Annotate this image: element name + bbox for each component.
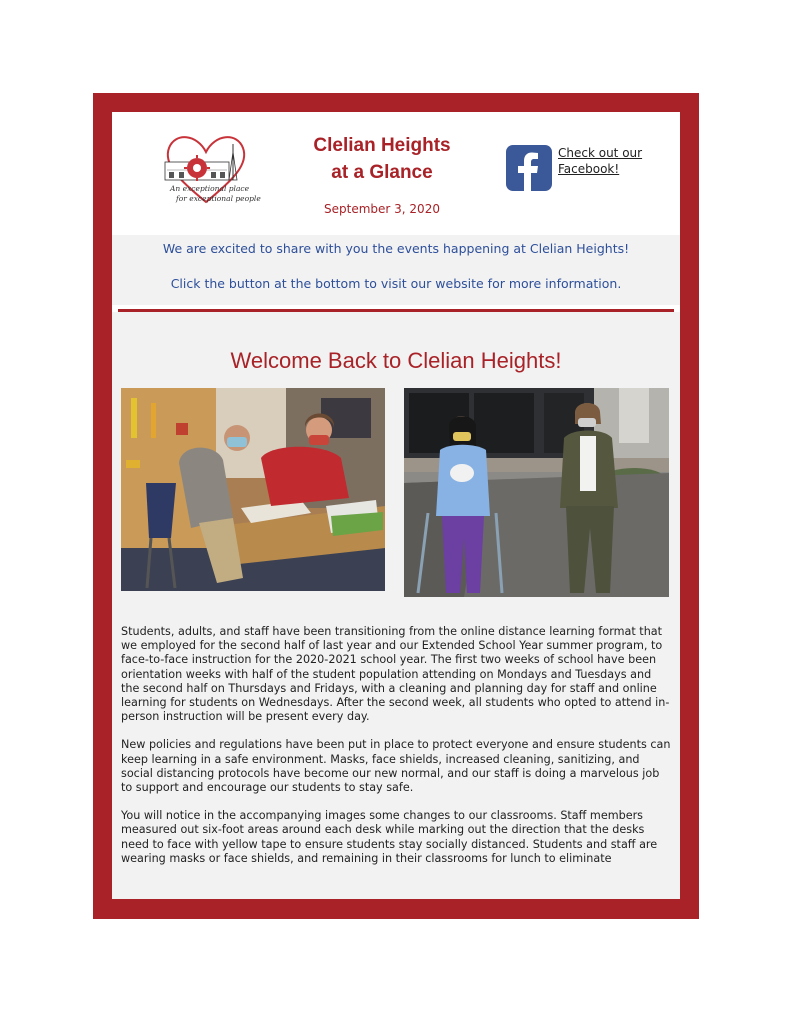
title-line-1: Clelian Heights: [313, 135, 451, 156]
intro-block: [112, 235, 680, 305]
newsletter-title: [297, 132, 467, 186]
welcome-heading: Welcome Back to Clelian Heights!: [230, 348, 562, 373]
newsletter-panel: [112, 112, 680, 899]
title-line-2: at a Glance: [331, 162, 433, 183]
logo-tagline: [170, 184, 280, 204]
facebook-icon[interactable]: [506, 145, 552, 191]
logo-tagline-line-1: An exceptional place: [170, 184, 250, 193]
facebook-link[interactable]: Check out our Facebook!: [558, 146, 643, 176]
outdoor-photo: [404, 388, 669, 597]
classroom-photo: [121, 388, 385, 591]
article-body: [112, 617, 680, 899]
article-paragraph: Students, adults, and staff have been transitioning from the online distance learning format that we employed for the second half of last year and our Extended School Year summer program, to face-to-face instruction for the 2020-2021 school year. The first two weeks of school have been orientation weeks with half of the student population attending on Mondays and Tuesdays and the second half on Thursdays and Fridays, with a cleaning and planning day for staff and online learning for students on Wednesdays. After the second week, all students who opted to attend in-person instruction will be present every day.: [121, 625, 670, 724]
logo-tagline-line-2: for exceptional people: [176, 194, 261, 203]
newsletter-header: [112, 112, 680, 235]
intro-line-1: We are excited to share with you the events happening at Clelian Heights!: [162, 241, 630, 256]
newsletter-frame: [93, 93, 699, 919]
article-paragraph: You will notice in the accompanying images some changes to our classrooms. Staff members measured out six-foot areas around each desk while marking out the direction that the desks need to face with yellow tape to ensure students stay socially distanced. Students and staff are wearing masks or face shields, and remaining in their classrooms for lunch to eliminate: [121, 809, 658, 865]
intro-line-2: Click the button at the bottom to visit our website for more information.: [170, 276, 622, 291]
article-paragraph: New policies and regulations have been put in place to protect everyone and ensure students can keep learning in a safe environment. Masks, face shields, increased cleaning, sanitizing, and social distancing protocols have become our new normal, and our staff is doing a marvelous job to support and encourage our students to stay safe.: [121, 738, 671, 795]
newsletter-date: September 3, 2020: [324, 202, 440, 216]
